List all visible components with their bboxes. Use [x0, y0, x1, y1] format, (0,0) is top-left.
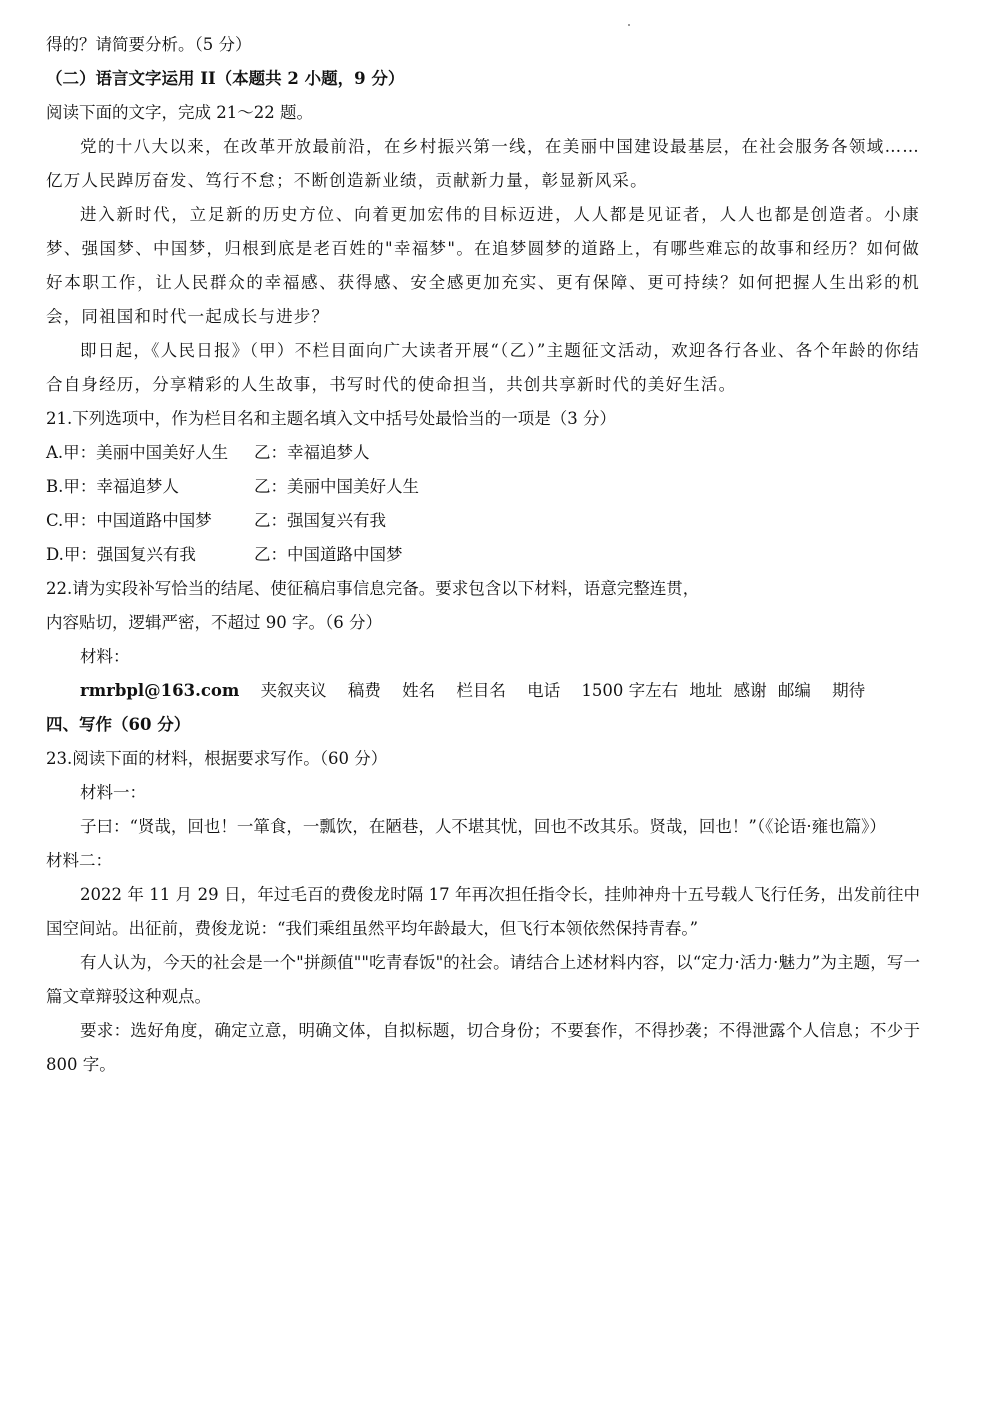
material-item: 感谢	[733, 681, 767, 700]
option-d-jia: D.甲：强国复兴有我	[46, 545, 196, 564]
material-item: 稿费	[347, 681, 381, 700]
question-21-option-a	[46, 436, 920, 470]
scan-dot	[628, 24, 630, 26]
option-a-yi: 乙：幸福追梦人	[254, 443, 370, 462]
passage-paragraph-2: 进入新时代，立足新的历史方位、向着更加宏伟的目标迈进，人人都是见证者，人人也都是创造者。小康梦、强国梦、中国梦，归根到底是老百姓的"幸福梦"。在追梦圆梦的道路上，有哪些难忘的故事和经历？如何做好本职工作，让人民群众的幸福感、获得感、安全感更加充实、更有保障、更可持续？如何把握人生出彩的机会，同祖国和时代一起成长与进步？	[46, 205, 920, 326]
option-b-yi: 乙：美丽中国美好人生	[254, 477, 419, 496]
material-item: 姓名	[402, 681, 436, 700]
question-21-option-b	[46, 470, 920, 504]
question-22-stem-line-1: 22.请为实段补写恰当的结尾、使征稿启事信息完备。要求包含以下材料，语意完整连贯，	[46, 579, 700, 598]
section2-title: （二）语言文字运用 II（本题共 2 小题，9 分）	[46, 69, 405, 88]
passage-paragraph-1: 党的十八大以来，在改革开放最前沿，在乡村振兴第一线，在美丽中国建设最基层，在社会服务各领域……亿万人民踔厉奋发、笃行不怠；不断创造新业绩，贡献新力量，彰显新风采。	[46, 137, 920, 190]
viewpoint-text: 有人认为，今天的社会是一个"拼颜值""吃青春饭"的社会。请结合上述材料内容，以“定力·活力·魅力”为主题，写一篇文章辩驳这种观点。	[46, 953, 920, 1006]
option-b-jia: B.甲：幸福追梦人	[46, 477, 179, 496]
material-email: rmrbpl@163.com	[80, 681, 240, 700]
option-a-jia: A.甲：美丽中国美好人生	[46, 443, 229, 462]
material-item: 邮编	[777, 681, 811, 700]
question-21-option-d	[46, 538, 920, 572]
option-c-yi: 乙：强国复兴有我	[254, 511, 386, 530]
passage-paragraph-3: 即日起，《人民日报》（甲）不栏目面向广大读者开展“（乙）”主题征文活动，欢迎各行各业、各个年龄的你结合自身经历，分享精彩的人生故事，书写时代的使命担当，共创共享新时代的美好生活。	[46, 341, 920, 394]
previous-question-tail: 得的？请简要分析。（5 分）	[46, 35, 252, 54]
option-c-jia: C.甲：中国道路中国梦	[46, 511, 212, 530]
question-22-materials-label: 材料：	[80, 647, 130, 666]
material-2-text: 2022 年 11 月 29 日，年过毛百的费俊龙时隔 17 年再次担任指令长，挂帅神舟十五号载人飞行任务，出发前往中国空间站。出征前，费俊龙说：“我们乘组虽然平均年龄最大，但飞行本领依然保持青春。”	[46, 885, 920, 938]
question-21-option-c	[46, 504, 920, 538]
material-item: 地址	[689, 681, 723, 700]
material-item: 栏目名	[456, 681, 506, 700]
material-item: 电话	[527, 681, 561, 700]
question-22-materials	[46, 674, 920, 708]
material-item: 1500 字左右	[581, 681, 679, 700]
section4-title: 四、写作（60 分）	[46, 715, 191, 734]
writing-requirements: 要求：选好角度，确定立意，明确文体，自拟标题，切合身份；不要套作，不得抄袭；不得泄露个人信息；不少于 800 字。	[46, 1021, 920, 1074]
option-d-yi: 乙：中国道路中国梦	[254, 545, 403, 564]
material-2-label: 材料二：	[46, 851, 112, 870]
question-23-stem: 23.阅读下面的材料，根据要求写作。（60 分）	[46, 749, 388, 768]
material-1-label: 材料一：	[80, 783, 146, 802]
material-1-text: 子曰：“贤哉，回也！一箪食，一瓢饮，在陋巷，人不堪其忧，回也不改其乐。贤哉，回也！”（《论语·雍也篇》）	[80, 817, 886, 836]
exam-page	[46, 28, 920, 1082]
material-item: 夹叙夹议	[260, 681, 327, 700]
question-21-stem: 21.下列选项中，作为栏目名和主题名填入文中括号处最恰当的一项是（3 分）	[46, 409, 616, 428]
reading-instruction: 阅读下面的文字，完成 21～22 题。	[46, 103, 313, 122]
material-item: 期待	[832, 681, 866, 700]
question-22-stem-line-2: 内容贴切，逻辑严密，不超过 90 字。（6 分）	[46, 613, 382, 632]
